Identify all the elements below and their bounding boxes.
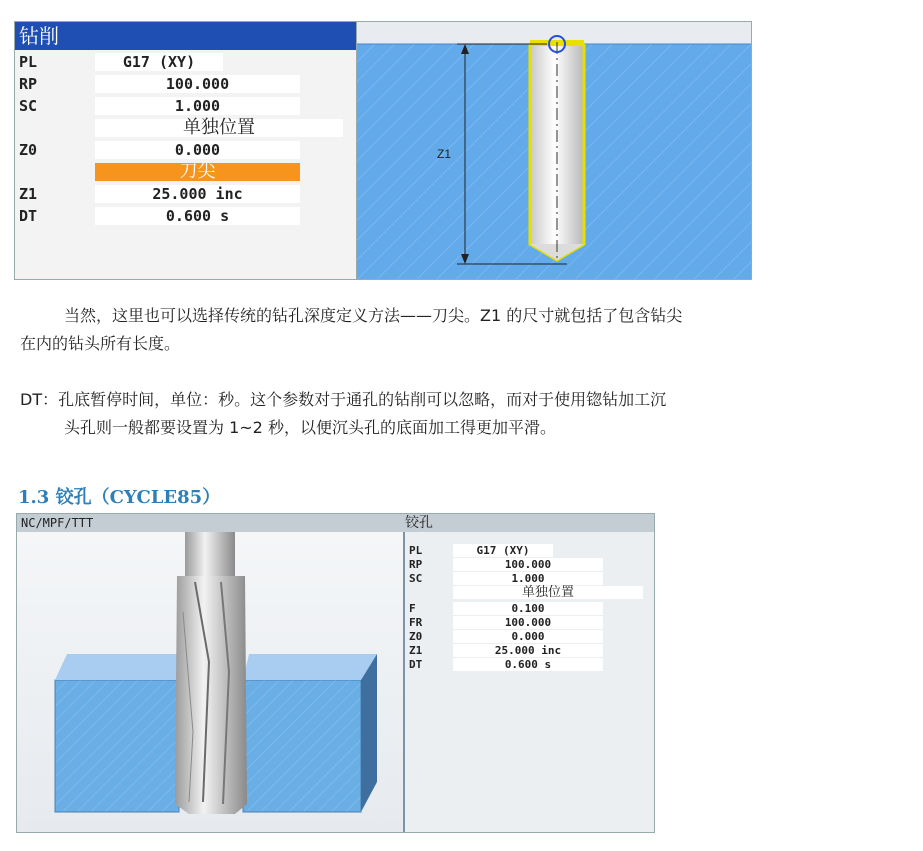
param-row-z0 [409,630,654,644]
reamer-svg [17,532,403,832]
param-row-z1 [409,644,654,658]
param-value-field[interactable]: 0.100 [453,602,603,615]
workpiece-left-top [55,654,187,680]
param-value-field[interactable]: G17 (XY) [95,53,223,71]
paragraph-line: 当然，这里也可以选择传统的钻孔深度定义方法——刀尖。Z1 的尺寸就包括了包含钻尖 [64,306,683,325]
param-label: DT [19,207,38,225]
param-row-pl [15,52,357,72]
reamer-body [175,576,247,814]
param-row-fr [409,616,654,630]
param-value-field[interactable]: 100.000 [95,75,300,93]
drilling-depth-graphic [356,21,752,280]
paragraph-line: 头孔则一般都要设置为 1~2 秒，以便沉头孔的底面加工得更加平滑。 [64,418,556,437]
workpiece-left [55,680,179,812]
param-row-sc [15,96,357,116]
param-row-rp [15,74,357,94]
workpiece-right [243,680,361,812]
param-row-z1 [15,184,357,204]
param-label: FR [409,616,423,629]
param-label: DT [409,658,423,671]
param-label: SC [409,572,423,585]
drilling-diagram-svg [357,22,751,279]
param-row-depth-reference [15,162,357,182]
param-row-z0 [15,140,357,160]
param-label: F [409,602,416,615]
paragraph-tip-definition [20,302,910,358]
reaming-cycle-screen [16,513,655,833]
param-value-field[interactable]: 0.600 s [453,658,603,671]
paragraph-line: 在内的钻头所有长度。 [20,334,181,353]
panel-title: 钻削 [15,22,357,50]
paragraph-line: DT：孔底暂停时间，单位：秒。这个参数对于通孔的钻削可以忽略，而对于使用锪钻加工沉 [20,390,667,409]
drilling-parameter-panel [14,21,358,280]
screen-title-bar [17,514,654,532]
param-label: RP [19,75,38,93]
workpiece-right-top [243,654,377,680]
param-label: RP [409,558,423,571]
param-value-field[interactable]: 0.000 [453,630,603,643]
panel-divider [403,532,405,832]
param-label: Z1 [409,644,423,657]
param-label: Z0 [19,141,38,159]
param-value-field[interactable]: 100.000 [453,616,603,629]
param-label: SC [19,97,38,115]
z1-dimension-label: Z1 [437,147,452,161]
param-row-pl [409,544,654,558]
position-mode-selector[interactable]: 单独位置 [453,586,643,599]
cycle-title: 铰孔 [405,515,433,531]
param-value-field[interactable]: 1.000 [95,97,300,115]
depth-reference-selector[interactable]: 刀尖 [95,163,300,181]
param-label: PL [409,544,423,557]
section-heading: 1.3 铰孔（CYCLE85） [18,487,221,508]
param-value-field[interactable]: 1.000 [453,572,603,585]
param-row-rp [409,558,654,572]
param-value-field[interactable]: 0.600 s [95,207,300,225]
param-row-f [409,602,654,616]
param-row-sc [409,572,654,586]
param-row-dt [15,206,357,226]
param-value-field[interactable]: G17 (XY) [453,544,553,557]
param-label: Z0 [409,630,423,643]
position-mode-selector[interactable]: 单独位置 [95,119,343,137]
param-value-field[interactable]: 25.000 inc [95,185,300,203]
param-value-field[interactable]: 100.000 [453,558,603,571]
param-row-position-mode [409,586,654,600]
reamer-shank [185,532,235,576]
program-path: NC/MPF/TTT [21,516,94,530]
paragraph-dt-description [20,386,910,442]
reamer-graphic [17,532,403,832]
param-label: Z1 [19,185,38,203]
param-label: PL [19,53,38,71]
param-row-position-mode [15,118,357,138]
param-value-field[interactable]: 0.000 [95,141,300,159]
param-row-dt [409,658,654,672]
param-value-field[interactable]: 25.000 inc [453,644,603,657]
